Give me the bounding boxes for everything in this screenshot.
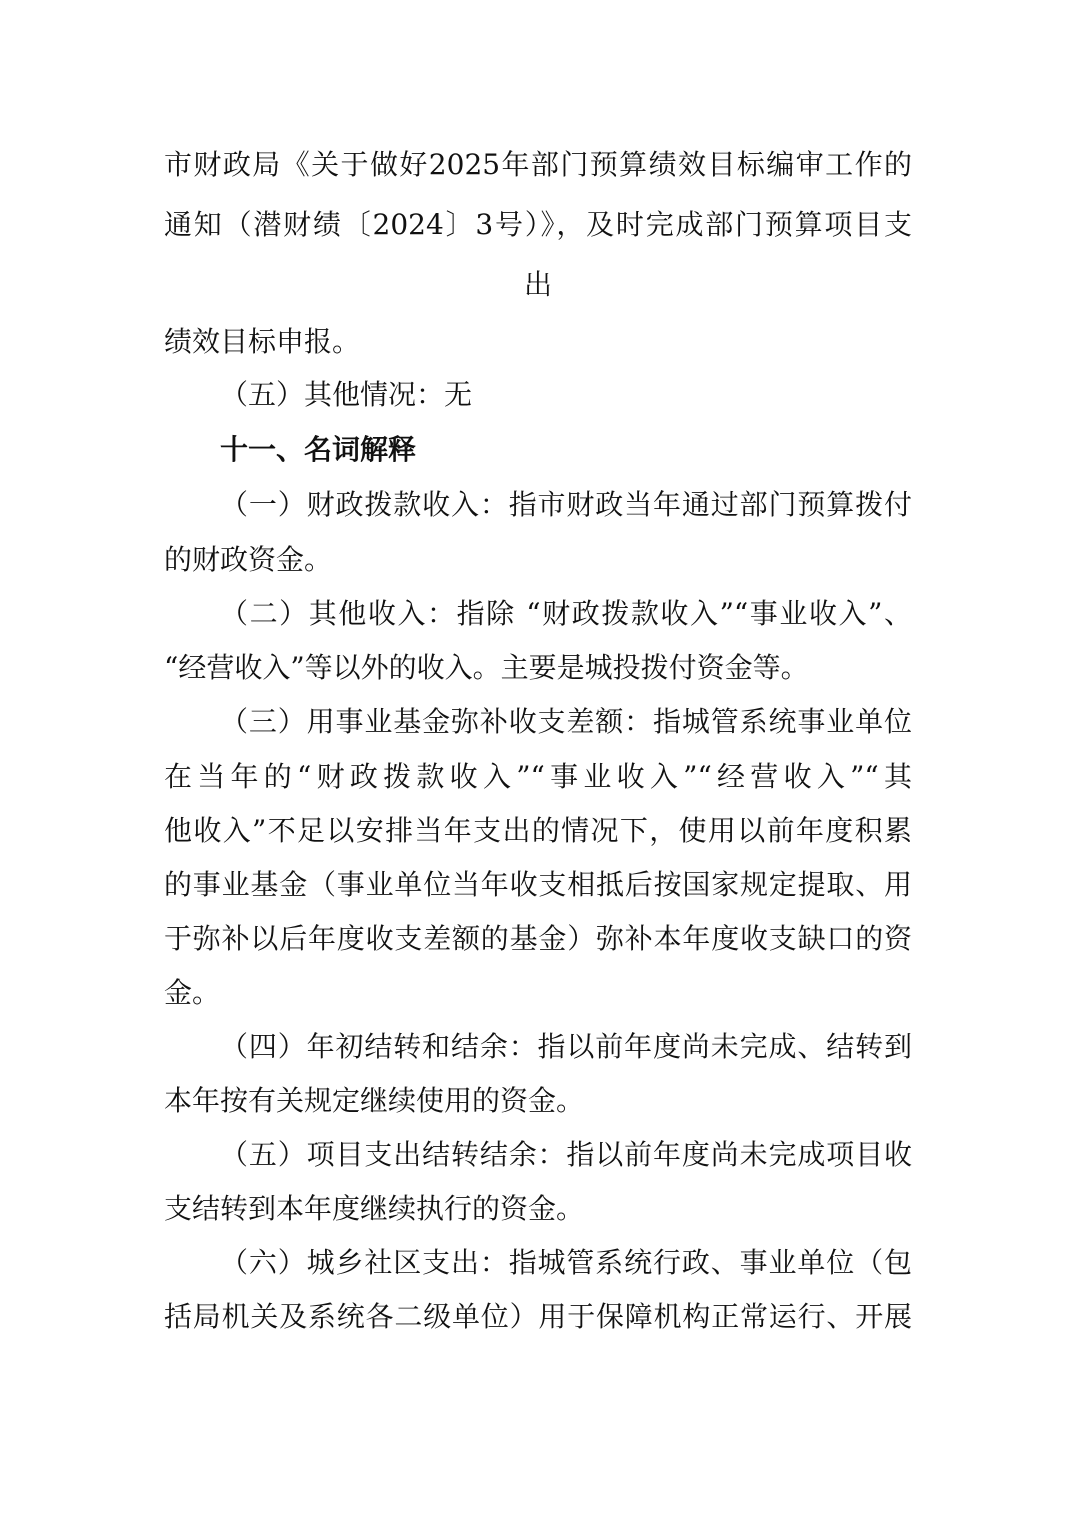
text-line: （二）其他收入：指除 “财政拨款收入”“事业收入”、 [220, 597, 912, 630]
text-line: 出 [523, 268, 552, 301]
text-line: 括局机关及系统各二级单位）用于保障机构正常运行、开展 [164, 1300, 912, 1333]
text-line: 通知（潜财绩〔2024〕3号）》，及时完成部门预算项目支 [164, 208, 912, 241]
text-line: （五）其他情况：无 [220, 378, 473, 411]
text-line: 金。 [164, 976, 221, 1009]
text-line: （五）项目支出结转结余：指以前年度尚未完成项目收 [220, 1138, 912, 1171]
text-line: （三）用事业基金弥补收支差额：指城管系统事业单位 [220, 705, 912, 738]
text-line: “经营收入”等以外的收入。主要是城投拨付资金等。 [164, 651, 809, 684]
text-line: 于弥补以后年度收支差额的基金）弥补本年度收支缺口的资 [164, 922, 912, 955]
text-line: 在当年的“财政拨款收入”“事业收入”“经营收入”“其 [164, 760, 912, 793]
text-line: 本年按有关规定继续使用的资金。 [164, 1084, 585, 1117]
text-line: 的财政资金。 [164, 543, 333, 576]
text-line: 的事业基金（事业单位当年收支相抵后按国家规定提取、用 [164, 868, 912, 901]
text-line: 他收入”不足以安排当年支出的情况下，使用以前年度积累 [164, 814, 912, 847]
section-heading: 十一、名词解释 [220, 433, 417, 466]
text-line: （六）城乡社区支出：指城管系统行政、事业单位（包 [220, 1246, 912, 1279]
text-line: （一）财政拨款收入：指市财政当年通过部门预算拨付 [220, 488, 912, 521]
text-line: （四）年初结转和结余：指以前年度尚未完成、结转到 [220, 1030, 912, 1063]
text-line: 绩效目标申报。 [164, 325, 361, 358]
text-line: 支结转到本年度继续执行的资金。 [164, 1192, 585, 1225]
text-line: 市财政局《关于做好2025年部门预算绩效目标编审工作的 [164, 148, 912, 181]
